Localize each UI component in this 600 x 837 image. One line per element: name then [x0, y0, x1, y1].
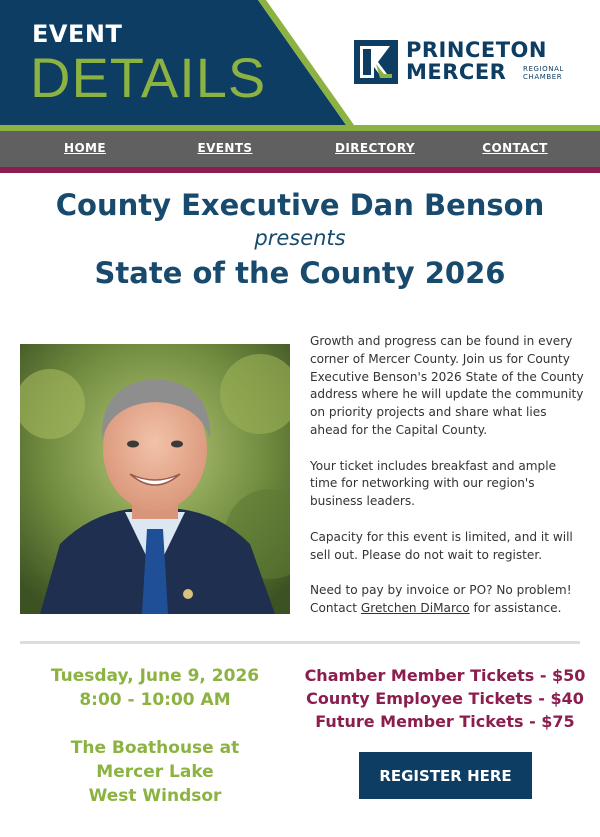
contact-text-after: for assistance.	[469, 600, 562, 615]
header	[0, 0, 600, 125]
description-paragraph-4	[310, 582, 585, 618]
contact-link[interactable]: Gretchen DiMarco	[360, 600, 470, 615]
description-paragraph-3: Capacity for this event is limited, and it will sell out. Please do not wait to register.	[310, 529, 573, 562]
event-time: 8:00 - 10:00 AM	[79, 690, 231, 710]
event-headline	[0, 173, 600, 293]
event-venue: The Boathouse at Mercer Lake	[70, 738, 240, 782]
main-nav	[0, 131, 600, 167]
chamber-logo[interactable]	[354, 40, 574, 90]
details-word: DETAILS	[30, 46, 267, 109]
ticket-future-member: Future Member Tickets - $75	[315, 712, 575, 731]
event-description	[310, 333, 585, 636]
description-paragraph-2: Your ticket includes breakfast and ample time for networking with our region's business leaders.	[310, 458, 557, 509]
headline-speaker: County Executive Dan Benson	[55, 188, 545, 222]
section-divider	[20, 641, 580, 644]
event-date: Tuesday, June 9, 2026	[50, 666, 260, 686]
ticket-prices	[300, 664, 590, 733]
ticket-county-employee: County Employee Tickets - $40	[306, 689, 584, 708]
nav-contact[interactable]: CONTACT	[482, 141, 548, 155]
speaker-photo	[20, 344, 290, 614]
register-button[interactable]: REGISTER HERE	[359, 752, 532, 799]
event-word: EVENT	[32, 20, 123, 48]
ticket-chamber-member: Chamber Member Tickets - $50	[304, 666, 586, 685]
logo-chamber: CHAMBER	[523, 73, 563, 81]
logo-mercer: MERCER	[406, 60, 507, 84]
contact-text-before: Need to pay by invoice or PO? No problem! Contact	[310, 583, 572, 615]
logo-regional: REGIONAL	[523, 65, 565, 73]
nav-events[interactable]: EVENTS	[197, 141, 253, 155]
event-where	[35, 736, 275, 808]
logo-princeton: PRINCETON	[406, 38, 547, 62]
event-city: West Windsor	[88, 786, 222, 806]
logo-subtitle	[523, 65, 564, 81]
headline-title: State of the County 2026	[94, 256, 506, 290]
speaker-portrait-image	[20, 344, 290, 614]
nav-directory[interactable]: DIRECTORY	[335, 141, 415, 155]
nav-home[interactable]: HOME	[64, 141, 106, 155]
pm-logo-mark-icon	[354, 40, 400, 84]
description-paragraph-1: Growth and progress can be found in every corner of Mercer County. Join us for County Executive Benson's 2026 State of the County address where he will update the community on priority projects and share what lies ahead for the Capital County.	[310, 334, 584, 437]
event-when	[0, 664, 310, 712]
headline-presents: presents	[254, 226, 346, 250]
